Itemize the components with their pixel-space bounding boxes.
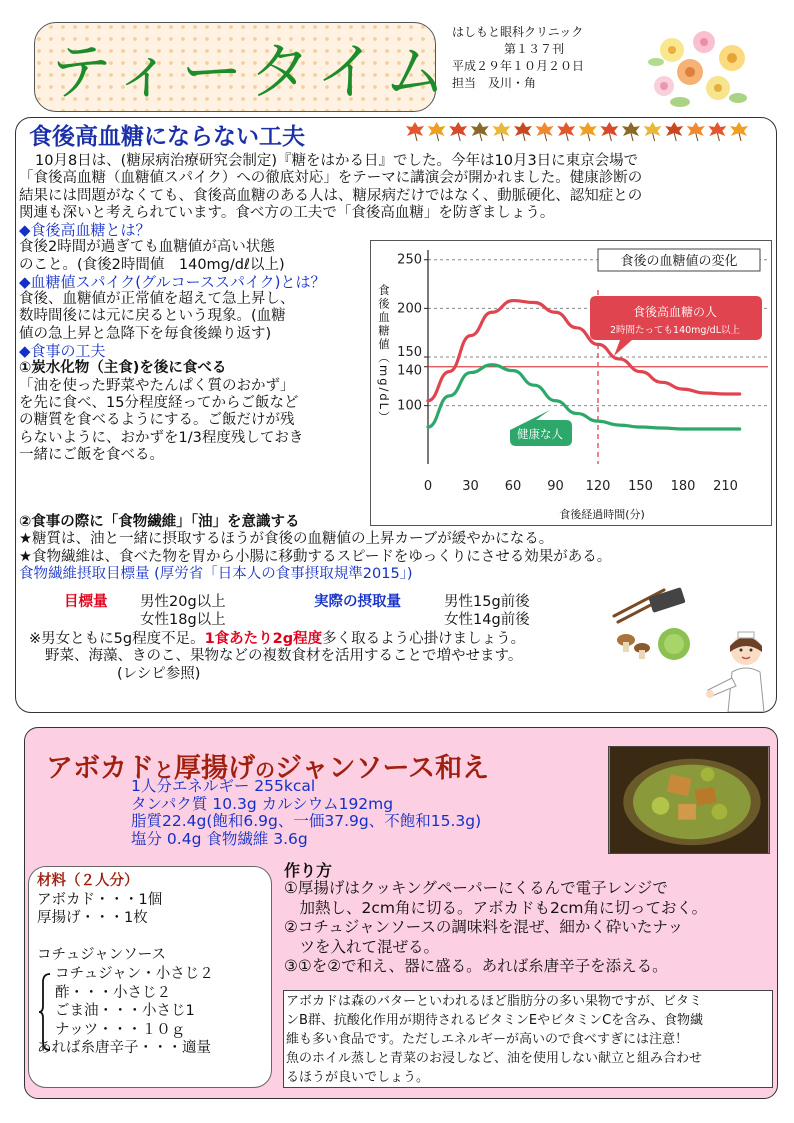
chart-y-label: 食後血糖値（mg/dL） [377,284,391,425]
healthy-label: 健康な人 [517,427,563,441]
target-male: 男性20g以上 [140,594,226,610]
chart-x-tick-label: 90 [547,479,564,494]
note-suffix: 多く取るよう心掛けましょう。 [322,631,526,647]
step-line: ②コチュジャンソースの調味料を混ぜ、細かく砕いたナッ [284,918,684,936]
leaf-stem [717,133,719,141]
tips-heading: ◆食事の工夫 [19,342,106,361]
leaf-stem [653,133,655,141]
note-line: (レシピ参照) [117,665,201,682]
leaf-stem [437,133,439,141]
chart-x-tick-label: 180 [670,479,696,494]
intro-line: 10月8日は、(糖尿病治療研究会制定)『糖をはかる日』でした。今年は10月3日に東京会場で [35,153,639,169]
actual-female: 女性14g前後 [444,612,530,628]
chart-x-tick-label: 30 [462,479,479,494]
spike-line: 食後、血糖値が正常値を超えて急上昇し、 [19,291,295,308]
leaf-stem [501,133,503,141]
ingredient: ごま油・・・小さじ1 [55,1003,195,1020]
note-highlight: 1食あたり2g程度 [204,631,323,647]
chart-x-tick-label: 60 [504,479,522,494]
howto-title: 作り方 [284,861,333,880]
nutrition-line: 塩分 0.4g 食物繊維 3.6g [131,829,308,848]
spike-line: 値の急上昇と急降下を毎食後繰り返す) [19,325,272,342]
definitions-block [19,222,369,464]
flower-illustration [642,20,758,116]
step-line: 加熱し、2cm角に切る。アボカドも2cm角に切っておく。 [284,898,708,917]
high-sugar-sublabel: 2時間たっても140mg/dL以上 [610,325,740,336]
spike-line: 数時間後には元に戻るという現象。(血糖 [19,308,286,325]
leaf-stem [523,133,525,141]
issue-number: 第１３７刊 [504,42,565,56]
intro-line: 結果には問題がなくても、食後高血糖のある人は、糖尿病だけではなく、動脈硬化、認知症との [19,187,643,204]
note-line: 野菜、海藻、きのこ、果物などの複数食材を活用することで増やせます。 [45,648,523,665]
tip2-line: ★糖質は、油と一緒に摂取するほうが食後の血糖値の上昇カーブが緩やかになる。 [19,531,554,548]
fiber-heading: 食物繊維摂取目標量 (厚労省「日本人の食事摂取規準2015」) [19,565,413,582]
fiber-note [29,631,609,683]
intro-line: 「食後高血糖（血糖値スパイク）への徹底対応」をテーマに講演会が開かれました。健康診断の [19,170,643,187]
ingredient: コチュジャンソース [37,947,167,964]
avocado-note [286,992,772,1087]
leaf-stem [480,133,482,141]
chart-y-tick-label: 100 [397,398,422,414]
staff-names: 担当 及川・角 [452,76,537,90]
article-title: 食後高血糖にならない工夫 [29,124,305,150]
chart-x-tick-label: 120 [585,479,611,494]
note-prefix: ※男女ともに5g程度不足。 [29,631,205,647]
dish-photo [608,746,770,854]
ingredient: あれば糸唐辛子・・・適量 [37,1040,211,1057]
what-heading: ◆食後高血糖とは？ [19,221,151,239]
chart-x-tick-label: 0 [423,479,433,494]
leaf-stem [588,133,590,141]
recipe-steps [284,879,770,977]
leaf-stem [674,133,676,141]
spike-heading: ◆血糖値スパイク(グルコーススパイク)とは？ [19,272,326,291]
blood-sugar-chart [370,240,772,526]
tip1-heading: ①炭水化物（主食)を後に食べる [19,360,227,377]
fiber-targets [64,594,604,630]
nutrition-line: タンパク質 10.3g カルシウム192mg [131,794,394,813]
ingredient: 酢・・・小さじ２ [55,984,171,1001]
newsletter-title: ティータイム [50,35,452,108]
tip1-line: の糖質を食べるようにする。ご飯だけが残 [19,412,295,429]
what-line: のこと。(食後2時間値 140mg/dℓ以上) [19,256,285,273]
chart-y-tick-label: 140 [397,363,422,379]
clinic-info [452,24,584,92]
recipe-title-part: と [154,758,174,782]
leaf-stem [545,133,547,141]
actual-label: 実際の摂取量 [314,594,401,610]
ingredient [37,928,214,947]
leaf-stem [739,133,741,141]
leaf-stem [566,133,568,141]
step-line: ツを入れて混ぜる。 [284,937,440,956]
ingredients-list [37,872,214,1058]
tip2-line: ★食物繊維は、食べた物を胃から小腸に移動するスピードをゆっくりにさせる効果がある。 [19,548,612,565]
what-line: 食後2時間が過ぎても血糖値が高い状態 [19,239,275,256]
tip1-line: を先に食べ、15分程度経ってからご飯など [19,394,299,411]
note-text-line: ンB群、抗酸化作用が期待されるビタミンEやビタミンCを含み、食物繊 [286,1013,703,1028]
note-text-line: るほうが良いでしょう。 [286,1070,430,1085]
nutrition-line: 1人分エネルギー 255kcal [131,777,316,795]
recipe-title-part: アボカド [46,753,154,784]
leaf-stem [609,133,611,141]
recipe-title-part: 厚揚げ [174,753,255,784]
step-line: ①厚揚げはクッキングペーパーにくるんで電子レンジで [284,879,668,897]
leaf-stem [696,133,698,141]
intro-line: 関連も深いと考えられています。食べ方の工夫で「食後高血糖」を防ぎましょう。 [19,204,555,221]
ingredient: 厚揚げ・・・1枚 [37,910,148,927]
chart-x-label: 食後経過時間(分) [559,508,645,521]
clinic-name: はしもと眼科クリニック [452,25,584,39]
note-text-line: アボカドは森のバターといわれるほど脂肪分の多い果物ですが、ビタミ [286,994,703,1009]
high-sugar-label: 食後高血糖の人 [632,305,718,319]
step-line: ③①を②で和え、器に盛る。あれば糸唐辛子を添える。 [284,957,668,975]
leaf-stem [458,133,460,141]
chart-x-tick-label: 210 [713,479,738,494]
leaf-stem [631,133,633,141]
autumn-leaves-decoration [404,120,756,142]
chart-y-tick-label: 200 [397,301,422,317]
ingredients-title: 材料（２人分） [37,873,139,889]
tip2-heading: ②食事の際に「食物繊維」「油」を意識する [19,514,300,530]
tip1-line: 「油を使った野菜やたんぱく質のおかず」 [19,377,295,394]
ingredient: アボカド・・・1個 [37,891,163,908]
leaf-stem [415,133,417,141]
food-illustration [604,586,696,668]
chart-y-tick-label: 150 [397,345,422,360]
ingredient: コチュジャン・小さじ２ [55,965,214,982]
ingredient: ナッツ・・・１０ｇ [55,1021,186,1038]
nurse-illustration [702,628,780,712]
recipe-title-part: ジャンソース和え [275,753,490,784]
actual-male: 男性15g前後 [444,594,530,610]
recipe-title-part: の [255,758,275,782]
chart-title: 食後の血糖値の変化 [620,254,738,269]
note-text-line: 魚のホイル蒸しと青菜のお浸しなど、油を使用しない献立と組み合わせ [286,1051,703,1066]
chart-y-tick-label: 250 [397,252,422,268]
note-text-line: 維も多い食品です。ただしエネルギーが高いので食べすぎには注意！ [286,1032,688,1047]
nutrition-facts [131,778,481,848]
nutrition-line: 脂質22.4g(飽和6.9g、一価37.9g、不飽和15.3g) [131,812,482,830]
issue-date: 平成２９年１０月２０日 [452,59,585,73]
target-label: 目標量 [64,594,108,610]
article-intro [19,153,771,222]
tip1-line: 一緒にご飯を食べる。 [19,446,164,463]
sauce-brace [38,972,52,1052]
tip1-line: らないように、おかずを1/3程度残しておき [19,429,304,446]
target-female: 女性18g以上 [140,612,226,628]
chart-x-tick-label: 150 [628,479,653,494]
